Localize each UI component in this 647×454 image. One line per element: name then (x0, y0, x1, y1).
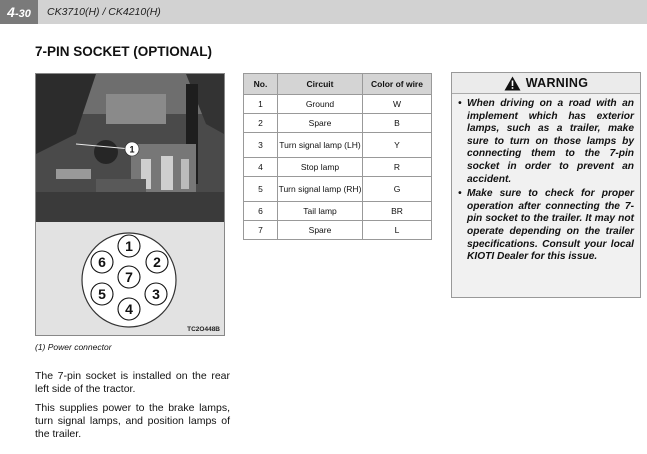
socket-pin-2 (146, 251, 168, 273)
section-title: 7-PIN SOCKET (OPTIONAL) (35, 44, 213, 59)
socket-pin-label: 6 (98, 254, 106, 270)
warning-triangle-icon (504, 76, 521, 91)
warning-title: WARNING (525, 76, 589, 90)
row-no: 2 (244, 114, 278, 133)
row-color: Y (363, 133, 432, 158)
socket-pin-label: 7 (125, 269, 133, 285)
row-color: R (363, 158, 432, 177)
tractor-rear-photo (36, 74, 224, 222)
socket-pin-label: 2 (153, 254, 161, 270)
row-circuit: Turn signal lamp (RH) (278, 177, 363, 202)
row-circuit: Stop lamp (278, 158, 363, 177)
row-color: W (363, 95, 432, 114)
socket-figure (35, 73, 225, 336)
row-color: L (363, 221, 432, 240)
description-paragraph: The 7-pin socket is installed on the rear left side of the tractor. (35, 370, 230, 395)
warning-header (452, 73, 640, 94)
row-no: 1 (244, 95, 278, 114)
warning-item: • Make sure to check for proper operation after connecting the 7-pin socket to the trailer. It may not operate depending on the trailer specifications. Consult your local KIOTI Dealer for this issue. (458, 188, 634, 263)
table-row (244, 133, 432, 158)
socket-pin-label: 5 (98, 286, 106, 302)
socket-pin-diagram (36, 222, 224, 335)
row-no: 7 (244, 221, 278, 240)
page-header (0, 0, 647, 24)
row-no: 4 (244, 158, 278, 177)
column-header-no: No. (244, 74, 278, 95)
socket-pin-1 (118, 235, 140, 257)
socket-pin-label: 4 (125, 301, 133, 317)
row-no: 5 (244, 177, 278, 202)
table-row (244, 114, 432, 133)
page-number: 4-30 (0, 0, 38, 24)
row-circuit: Spare (278, 114, 363, 133)
figure-caption: (1) Power connector (35, 342, 112, 352)
table-row (244, 177, 432, 202)
warning-box (451, 72, 641, 298)
row-color: BR (363, 202, 432, 221)
socket-pin-7 (118, 266, 140, 288)
description-paragraph: This supplies power to the brake lamps, turn signal lamps, and position lamps of the trailer. (35, 402, 230, 440)
row-circuit: Tail lamp (278, 202, 363, 221)
socket-pin-label: 1 (125, 238, 133, 254)
socket-pin-4 (118, 298, 140, 320)
table-row (244, 158, 432, 177)
table-row (244, 221, 432, 240)
socket-pin-3 (145, 283, 167, 305)
column-header-color: Color of wire (363, 74, 432, 95)
row-circuit: Spare (278, 221, 363, 240)
warning-item: • When driving on a road with an implement which has exterior lamps, such as a trailer, make sure to turn on those lamps by connecting them to the 7-pin socket in order to prevent an accident. (458, 98, 634, 185)
socket-pin-label: 3 (152, 286, 160, 302)
row-color: B (363, 114, 432, 133)
callout-label: 1 (129, 144, 135, 155)
table-row (244, 95, 432, 114)
row-no: 3 (244, 133, 278, 158)
socket-pin-5 (91, 283, 113, 305)
row-circuit: Ground (278, 95, 363, 114)
row-no: 6 (244, 202, 278, 221)
warning-list (452, 94, 640, 264)
table-row (244, 202, 432, 221)
row-circuit: Turn signal lamp (LH) (278, 133, 363, 158)
table-header-row (244, 74, 432, 95)
socket-diagram-area (36, 222, 224, 335)
circuit-table (243, 73, 432, 240)
row-color: G (363, 177, 432, 202)
model-name: CK3710(H) / CK4210(H) (47, 6, 161, 18)
column-header-circuit: Circuit (278, 74, 363, 95)
socket-pin-6 (91, 251, 113, 273)
figure-code: TC2O448B (187, 326, 220, 333)
